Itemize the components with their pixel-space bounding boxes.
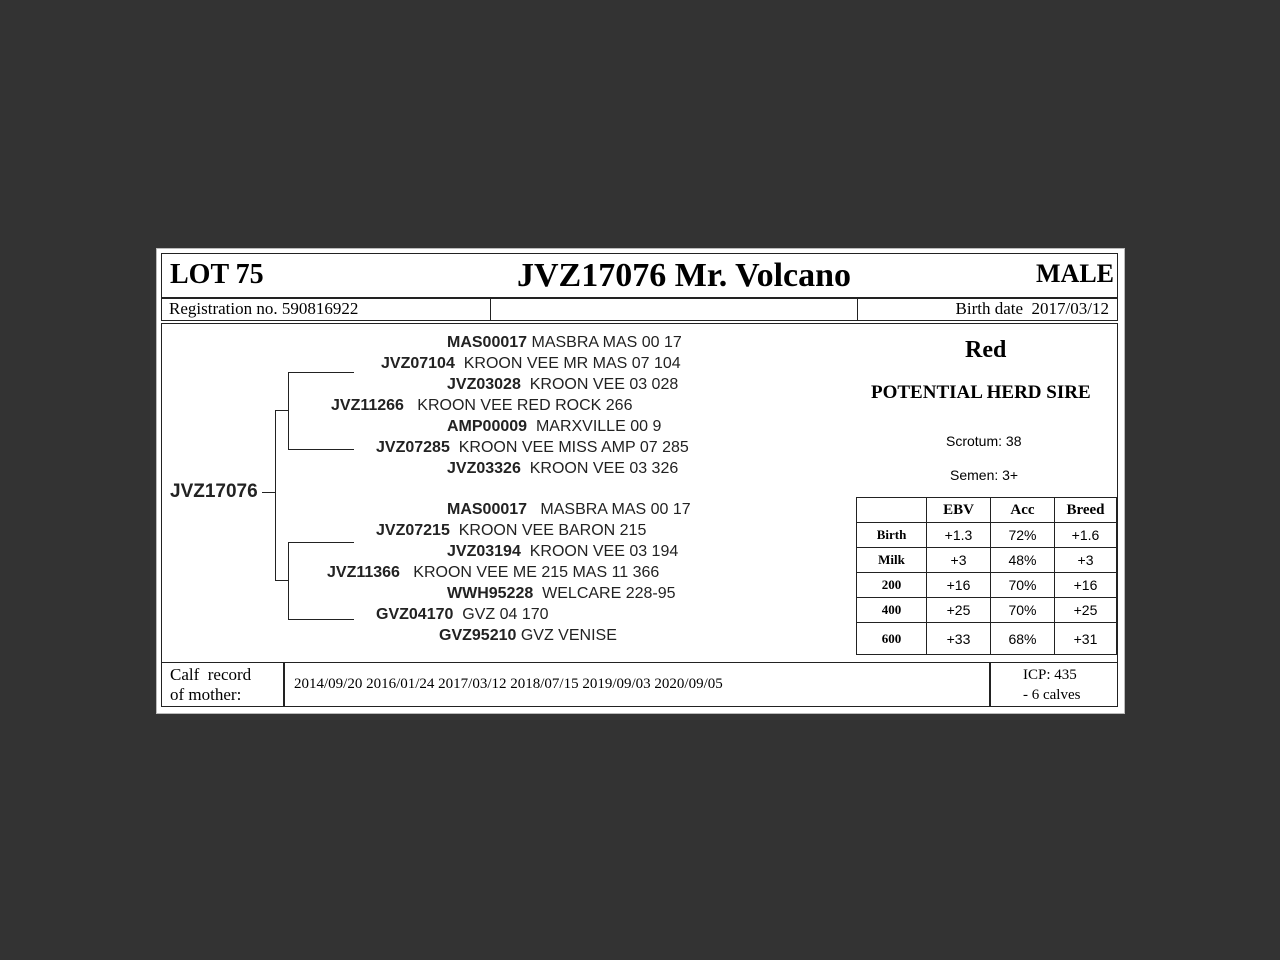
color-label: Red bbox=[965, 337, 1007, 363]
pedigree-name: KROON VEE 03 194 bbox=[529, 543, 679, 560]
pedigree-entry bbox=[331, 397, 632, 415]
ebv-value: +25 bbox=[927, 598, 991, 623]
lot-card bbox=[156, 248, 1125, 714]
ebv-row bbox=[857, 548, 1117, 573]
tree-line bbox=[288, 449, 354, 450]
calf-record-dates: 2014/09/20 2016/01/24 2017/03/12 2018/07/15 2019/09/03 2020/09/05 bbox=[294, 676, 723, 692]
pedigree-name: KROON VEE MR MAS 07 104 bbox=[463, 355, 681, 372]
pedigree-id: JVZ03028 bbox=[447, 376, 521, 393]
birth-date-label: Birth date bbox=[955, 299, 1024, 318]
ebv-row bbox=[857, 523, 1117, 548]
pedigree-entry bbox=[447, 501, 691, 519]
pedigree-id: JVZ03194 bbox=[447, 543, 521, 560]
pedigree-id: JVZ03326 bbox=[447, 460, 521, 477]
acc-header: Acc bbox=[991, 498, 1055, 523]
pedigree-id: GVZ04170 bbox=[376, 606, 454, 623]
pedigree-id: JVZ11266 bbox=[331, 397, 404, 414]
tree-line bbox=[288, 619, 354, 620]
icp-value: ICP: 435 bbox=[1023, 667, 1077, 683]
lot-number: LOT 75 bbox=[170, 259, 264, 290]
tree-line bbox=[288, 372, 354, 373]
ebv-value: +16 bbox=[927, 573, 991, 598]
pedigree-entry bbox=[327, 564, 659, 582]
birth-date-value: 2017/03/12 bbox=[1031, 299, 1109, 318]
pedigree-name: KROON VEE ME 215 MAS 11 366 bbox=[413, 564, 660, 581]
breed-value: +3 bbox=[1055, 548, 1117, 573]
status-label: POTENTIAL HERD SIRE bbox=[871, 382, 1091, 403]
sex-label: MALE bbox=[1036, 259, 1114, 288]
pedigree-name: WELCARE 228-95 bbox=[542, 585, 676, 602]
registration-number: Registration no. 590816922 bbox=[169, 299, 359, 318]
ebv-header: EBV bbox=[927, 498, 991, 523]
pedigree-name: MASBRA MAS 00 17 bbox=[531, 334, 682, 351]
birth-date bbox=[956, 299, 1109, 319]
pedigree-id: JVZ07215 bbox=[376, 522, 450, 539]
pedigree-entry bbox=[381, 355, 681, 373]
ebv-row bbox=[857, 623, 1117, 655]
breed-value: +16 bbox=[1055, 573, 1117, 598]
pedigree-id: JVZ07285 bbox=[376, 439, 450, 456]
pedigree-name: GVZ VENISE bbox=[520, 627, 617, 644]
tree-line bbox=[275, 580, 288, 581]
acc-value: 68% bbox=[991, 623, 1055, 655]
ebv-row-label: Milk bbox=[857, 548, 927, 573]
acc-value: 72% bbox=[991, 523, 1055, 548]
calves-count: - 6 calves bbox=[1023, 687, 1081, 703]
pedigree-entry bbox=[376, 522, 646, 540]
calf-record-label bbox=[170, 665, 251, 705]
pedigree-name: KROON VEE BARON 215 bbox=[458, 522, 647, 539]
pedigree-entry bbox=[447, 376, 678, 394]
breed-header: Breed bbox=[1055, 498, 1117, 523]
ebv-row-label: 400 bbox=[857, 598, 927, 623]
pedigree-entry bbox=[376, 439, 689, 457]
pedigree-entry bbox=[376, 606, 549, 624]
tree-line bbox=[288, 542, 354, 543]
ebv-row-label: 600 bbox=[857, 623, 927, 655]
ebv-row bbox=[857, 598, 1117, 623]
ebv-row-label: 200 bbox=[857, 573, 927, 598]
ebv-value: +33 bbox=[927, 623, 991, 655]
acc-value: 70% bbox=[991, 598, 1055, 623]
ebv-table bbox=[856, 497, 1117, 655]
pedigree-entry bbox=[447, 543, 678, 561]
pedigree-entry bbox=[447, 585, 676, 603]
calf-record-label-line1: Calf record bbox=[170, 665, 252, 684]
ebv-value: +3 bbox=[927, 548, 991, 573]
pedigree-id: AMP00009 bbox=[447, 418, 528, 435]
calf-record-label-line2: of mother: bbox=[170, 685, 242, 704]
pedigree-entry bbox=[447, 460, 678, 478]
blank-box bbox=[490, 298, 858, 321]
pedigree-id: JVZ11366 bbox=[327, 564, 400, 581]
pedigree-name: MARXVILLE 00 9 bbox=[535, 418, 662, 435]
semen-value: Semen: 3+ bbox=[950, 467, 1019, 483]
pedigree-id: MAS00017 bbox=[447, 334, 528, 351]
scrotum-value: Scrotum: 38 bbox=[946, 433, 1022, 449]
pedigree-entry bbox=[439, 627, 617, 645]
breed-value: +31 bbox=[1055, 623, 1117, 655]
ebv-header-row bbox=[857, 498, 1117, 523]
pedigree-name: KROON VEE 03 326 bbox=[529, 460, 679, 477]
breed-value: +1.6 bbox=[1055, 523, 1117, 548]
pedigree-id: MAS00017 bbox=[447, 501, 528, 518]
pedigree-animal: JVZ17076 bbox=[170, 481, 258, 502]
ebv-row-label: Birth bbox=[857, 523, 927, 548]
ebv-value: +1.3 bbox=[927, 523, 991, 548]
ebv-row bbox=[857, 573, 1117, 598]
pedigree-id: GVZ95210 bbox=[439, 627, 517, 644]
acc-value: 48% bbox=[991, 548, 1055, 573]
pedigree-id: JVZ07104 bbox=[381, 355, 455, 372]
pedigree-name: KROON VEE RED ROCK 266 bbox=[417, 397, 633, 414]
pedigree-name: MASBRA MAS 00 17 bbox=[540, 501, 691, 518]
icp-info bbox=[1023, 665, 1080, 705]
pedigree-id: WWH95228 bbox=[447, 585, 534, 602]
ebv-corner-cell bbox=[857, 498, 927, 523]
pedigree-entry bbox=[447, 418, 661, 436]
tree-line bbox=[275, 410, 288, 411]
pedigree-name: KROON VEE 03 028 bbox=[529, 376, 679, 393]
animal-title: JVZ17076 Mr. Volcano bbox=[517, 257, 852, 294]
tree-line bbox=[262, 492, 275, 493]
breed-value: +25 bbox=[1055, 598, 1117, 623]
pedigree-entry bbox=[447, 334, 682, 352]
tree-line bbox=[288, 372, 289, 450]
tree-line bbox=[275, 410, 276, 581]
acc-value: 70% bbox=[991, 573, 1055, 598]
tree-line bbox=[288, 542, 289, 620]
pedigree-name: KROON VEE MISS AMP 07 285 bbox=[458, 439, 689, 456]
pedigree-name: GVZ 04 170 bbox=[462, 606, 549, 623]
